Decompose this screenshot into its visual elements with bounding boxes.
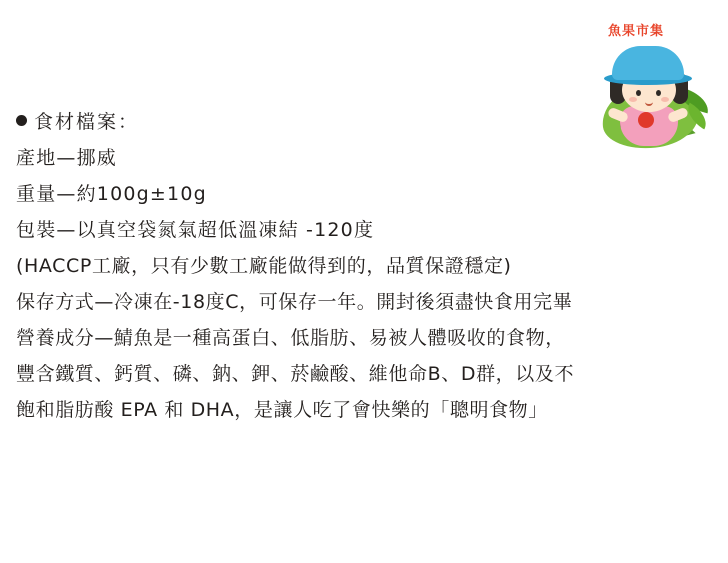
detail-line-packaging: 包裝—以真空袋氮氣超低溫凍結 -120度 <box>16 219 375 241</box>
eye-right-icon <box>656 90 661 96</box>
section-heading-label: 食材檔案： <box>34 111 140 133</box>
product-description <box>16 104 716 428</box>
cheek-left-icon <box>629 97 637 102</box>
bullet-icon <box>16 115 27 126</box>
detail-line-origin: 產地—挪威 <box>16 147 118 169</box>
detail-line-nutrition-2: 豐含鐵質、鈣質、磷、鈉、鉀、菸鹼酸、維他命B、D群，以及不 <box>16 363 575 385</box>
detail-line-haccp: (HACCP工廠，只有少數工廠能做得到的，品質保證穩定) <box>16 255 512 277</box>
hat-icon <box>612 46 684 80</box>
brand-name: 魚果市集 <box>608 24 665 39</box>
detail-line-nutrition-1: 營養成分—鯖魚是一種高蛋白、低脂肪、易被人體吸收的食物， <box>16 327 565 349</box>
detail-line-weight: 重量—約100g±10g <box>16 183 207 205</box>
detail-line-nutrition-3: 飽和脂肪酸 EPA 和 DHA，是讓人吃了會快樂的「聰明食物」 <box>16 399 548 421</box>
detail-line-storage: 保存方式—冷凍在-18度C，可保存一年。開封後須盡快食用完畢 <box>16 291 573 313</box>
cheek-right-icon <box>661 97 669 102</box>
section-heading <box>16 104 716 140</box>
eye-left-icon <box>636 90 641 96</box>
